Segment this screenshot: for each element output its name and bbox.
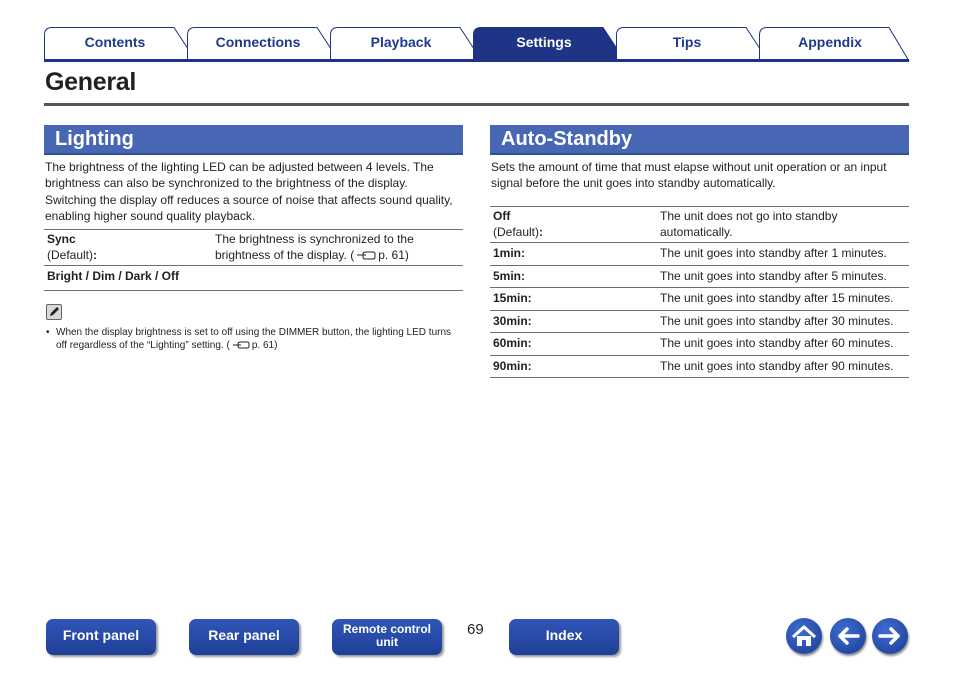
option-name: 30min: xyxy=(493,313,532,328)
remote-control-unit-button[interactable] xyxy=(332,619,442,655)
lighting-options-table xyxy=(44,229,463,291)
lighting-description: The brightness of the lighting LED can be adjusted between 4 levels. The brightness can also be synchronized to the brightness of the display. xyxy=(45,160,434,190)
table-row xyxy=(490,355,909,378)
tab-settings[interactable] xyxy=(473,27,627,61)
auto-standby-section xyxy=(490,125,909,378)
lighting-section xyxy=(44,125,463,353)
option-name: 1min: xyxy=(493,246,526,260)
home-button[interactable] xyxy=(786,618,822,654)
option-description: The unit goes into standby after 30 minutes. xyxy=(660,313,894,328)
table-row xyxy=(490,333,909,356)
front-panel-button[interactable] xyxy=(46,619,156,655)
rear-panel-label: Rear panel xyxy=(208,627,280,643)
tab-label: Contents xyxy=(84,34,146,50)
tab-appendix[interactable] xyxy=(759,27,913,61)
option-description: The unit goes into standby after 90 minutes. xyxy=(660,358,894,373)
option-default: (Default): xyxy=(493,224,544,239)
option-name: Bright / Dim / Dark / Off xyxy=(47,269,180,283)
option-description: The unit does not go into standby automatically. xyxy=(660,209,838,239)
auto-standby-description: Sets the amount of time that must elapse without unit operation or an input signal before the unit goes into standby automatically. xyxy=(491,160,887,190)
option-name: Off xyxy=(493,209,511,223)
option-description: The unit goes into standby after 1 minutes. xyxy=(660,246,887,260)
tab-bar xyxy=(44,27,910,61)
reference-hand-icon xyxy=(232,340,250,350)
tab-label: Tips xyxy=(672,34,702,50)
index-button[interactable] xyxy=(509,619,619,655)
lighting-header: Lighting xyxy=(44,125,463,155)
page-title: General xyxy=(45,68,137,96)
option-name: Sync xyxy=(47,232,76,246)
page-number: 69 xyxy=(467,621,484,638)
option-name-cell xyxy=(490,207,657,243)
memo-text: When the display brightness is set to off using the DIMMER button, the lighting LED turns off regardless of the “Lighting” setting. xyxy=(56,326,452,351)
table-row xyxy=(490,265,909,288)
option-name-cell xyxy=(44,266,463,291)
pencil-icon xyxy=(46,304,62,320)
tab-connections[interactable] xyxy=(187,27,341,61)
option-description: The unit goes into standby after 15 minutes. xyxy=(660,291,894,305)
back-arrow-icon xyxy=(830,618,866,654)
lighting-noise-note: Switching the display off reduces a source of noise that affects sound quality, enabling higher sound quality playback. xyxy=(45,193,453,223)
table-row xyxy=(490,310,909,333)
tab-label: Playback xyxy=(370,34,432,50)
index-label: Index xyxy=(545,627,583,643)
forward-button[interactable] xyxy=(872,618,908,654)
option-name: 15min: xyxy=(493,291,532,305)
option-name-cell xyxy=(44,230,212,266)
bullet: • xyxy=(46,326,50,338)
rear-panel-button[interactable] xyxy=(189,619,299,655)
option-default: (Default): xyxy=(47,247,98,262)
home-icon xyxy=(786,618,822,654)
auto-standby-options-table xyxy=(490,206,909,378)
tab-label: Appendix xyxy=(798,34,862,50)
memo-note: • When the display brightness is set to off using the DIMMER button, the lighting LED turns off regardless of the “Lighting” setting. ( p. 61) xyxy=(46,326,452,351)
option-name: 90min: xyxy=(493,358,532,373)
tab-underline xyxy=(44,59,909,62)
back-button[interactable] xyxy=(830,618,866,654)
table-row xyxy=(44,266,463,291)
pencil-glyph xyxy=(47,305,61,319)
remote-label-line2: unit xyxy=(376,635,398,649)
memo-area xyxy=(44,304,463,326)
memo-ref[interactable]: p. 61 xyxy=(251,340,275,351)
option-ref[interactable]: p. 61 xyxy=(378,247,405,262)
tab-tips[interactable] xyxy=(616,27,770,61)
table-row xyxy=(490,243,909,266)
option-description: The brightness is synchronized to the brightness of the display. xyxy=(215,232,414,262)
forward-arrow-icon xyxy=(872,618,908,654)
tab-label: Settings xyxy=(516,34,572,50)
tab-label: Connections xyxy=(215,34,301,50)
option-name: 5min: xyxy=(493,268,526,283)
title-divider xyxy=(44,103,909,106)
front-panel-label: Front panel xyxy=(62,627,140,643)
option-name: 60min: xyxy=(493,336,532,350)
table-row xyxy=(44,230,463,266)
option-desc-cell: The brightness is synchronized to the brightness of the display. ( p. 61) xyxy=(215,232,414,262)
tab-playback[interactable] xyxy=(330,27,484,61)
remote-label-line1: Remote control xyxy=(342,622,431,636)
reference-hand-icon xyxy=(356,250,376,261)
auto-standby-header: Auto-Standby xyxy=(490,125,909,155)
default-label: (Default) xyxy=(493,224,540,239)
option-description: The unit goes into standby after 60 minutes. xyxy=(660,336,894,350)
table-row xyxy=(490,207,909,243)
option-description: The unit goes into standby after 5 minutes. xyxy=(660,268,887,283)
table-row xyxy=(490,288,909,311)
tab-contents[interactable] xyxy=(44,27,198,61)
default-label: (Default) xyxy=(47,247,94,262)
